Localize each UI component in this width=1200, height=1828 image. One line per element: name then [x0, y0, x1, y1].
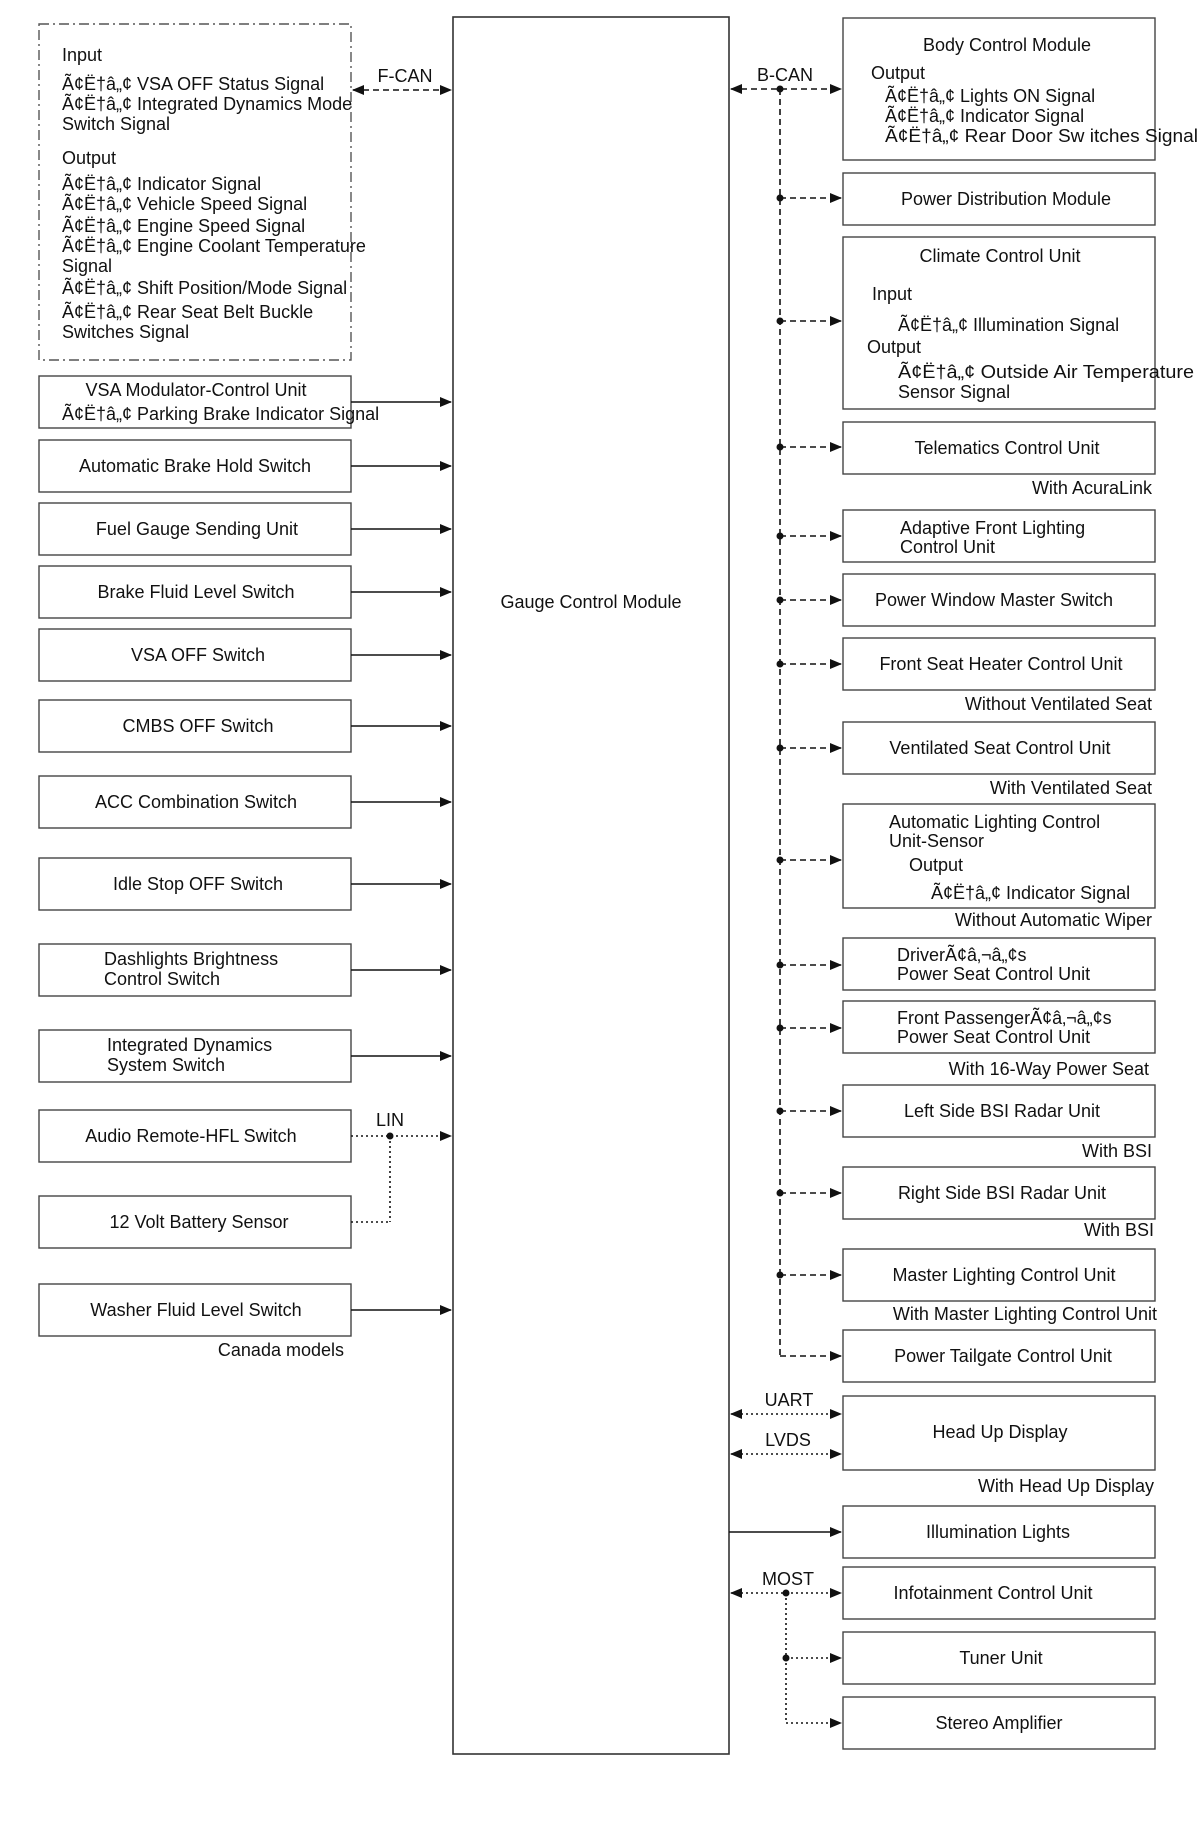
bcm-line: Ã¢Ë†â„¢ Indicator Signal	[885, 106, 1085, 126]
integrated-dynamics-label: System Switch	[107, 1055, 226, 1075]
bcm-title: Body Control Module	[922, 35, 1092, 55]
passenger-seat-label: Power Seat Control Unit	[897, 1027, 1091, 1047]
most-label: MOST	[762, 1569, 814, 1589]
fcan-box-line: Input	[62, 45, 103, 65]
with-ventilated-note: With Ventilated Seat	[989, 778, 1152, 798]
without-wiper-note: Without Automatic Wiper	[954, 910, 1152, 930]
hud-label: Head Up Display	[932, 1422, 1068, 1442]
driver-seat-label: DriverÃ¢â‚¬â„¢s	[897, 945, 1027, 965]
auto-brake-hold-switch-label: Automatic Brake Hold Switch	[78, 456, 312, 476]
brake-fluid-switch-label: Brake Fluid Level Switch	[97, 582, 295, 602]
afl-label: Control Unit	[900, 537, 996, 557]
gauge-control-module-box	[453, 17, 729, 1754]
fcan-box-line: Ã¢Ë†â„¢ Rear Seat Belt Buckle	[62, 302, 314, 322]
seat-heater-label: Front Seat Heater Control Unit	[879, 654, 1123, 674]
tuner-label: Tuner Unit	[959, 1648, 1043, 1668]
without-ventilated-note: Without Ventilated Seat	[964, 694, 1152, 714]
alc-output-label: Output	[909, 855, 964, 875]
climate-title: Climate Control Unit	[919, 246, 1081, 266]
fcan-label: F-CAN	[377, 66, 433, 86]
fcan-box-line: Signal	[62, 256, 113, 276]
bcm-output-label: Output	[871, 63, 926, 83]
bcm-line: Ã¢Ë†â„¢ Lights ON Signal	[885, 86, 1096, 106]
hud-links	[731, 1390, 841, 1454]
lin-bus	[351, 1110, 451, 1222]
fcan-box-line: Output	[62, 148, 117, 168]
alc-title: Unit-Sensor	[889, 831, 985, 851]
master-light-note: With Master Lighting Control Unit	[892, 1304, 1157, 1324]
climate-input-line: Ã¢Ë†â„¢ Illumination Signal	[898, 315, 1120, 335]
vsa-modulator-line: Ã¢Ë†â„¢ Parking Brake Indicator Signal	[62, 404, 380, 424]
uart-label: UART	[764, 1390, 814, 1410]
bcan-junction	[777, 86, 784, 93]
washer-fluid-switch-label: Washer Fluid Level Switch	[90, 1300, 302, 1320]
16way-note: With 16-Way Power Seat	[948, 1059, 1149, 1079]
lvds-label: LVDS	[765, 1430, 811, 1450]
idle-stop-off-switch-label: Idle Stop OFF Switch	[112, 874, 284, 894]
climate-output-line: Ã¢Ë†â„¢ Outside Air Temperature	[898, 362, 1167, 382]
afl-label: Adaptive Front Lighting	[900, 518, 1086, 538]
dashlights-brightness-label: Dashlights Brightness	[104, 949, 279, 969]
passenger-seat-label: Front PassengerÃ¢â‚¬â„¢s	[897, 1008, 1112, 1028]
tailgate-label: Power Tailgate Control Unit	[894, 1346, 1112, 1366]
vsa-modulator-title: VSA Modulator-Control Unit	[85, 380, 307, 400]
vent-seat-label: Ventilated Seat Control Unit	[889, 738, 1111, 758]
left-bsi-label: Left Side BSI Radar Unit	[903, 1101, 1101, 1121]
vsa-off-switch-label: VSA OFF Switch	[130, 645, 266, 665]
bcm-line: Ã¢Ë†â„¢ Rear Door Sw itches Signal	[885, 126, 1181, 146]
battery-sensor-label: 12 Volt Battery Sensor	[109, 1212, 289, 1232]
most-junction	[783, 1590, 790, 1597]
infotainment-label: Infotainment Control Unit	[893, 1583, 1093, 1603]
fcan-box-line: Ã¢Ë†â„¢ Shift Position/Mode Signal	[62, 278, 348, 298]
alc-title: Automatic Lighting Control	[889, 812, 1101, 832]
most-bus	[731, 1569, 841, 1723]
climate-output-label: Output	[867, 337, 922, 357]
stereo-label: Stereo Amplifier	[935, 1713, 1063, 1733]
cmbs-off-switch-label: CMBS OFF Switch	[122, 716, 274, 736]
dashlights-brightness-label: Control Switch	[104, 969, 221, 989]
most-junction	[783, 1655, 790, 1662]
fcan-box-line: Switch Signal	[62, 114, 171, 134]
audio-remote-switch-label: Audio Remote-HFL Switch	[85, 1126, 297, 1146]
pdm-label: Power Distribution Module	[900, 189, 1112, 209]
master-light-label: Master Lighting Control Unit	[892, 1265, 1116, 1285]
bcan-branches	[780, 198, 841, 1356]
bsi-note: With BSI	[1083, 1220, 1154, 1240]
telematics-label: Telematics Control Unit	[914, 438, 1100, 458]
canada-models-note: Canada models	[217, 1340, 344, 1360]
bcan-bus	[731, 65, 841, 1356]
climate-output-line: Sensor Signal	[898, 382, 1011, 402]
acuralink-note: With AcuraLink	[1031, 478, 1152, 498]
alc-line: Ã¢Ë†â„¢ Indicator Signal	[931, 883, 1131, 903]
bsi-note: With BSI	[1081, 1141, 1152, 1161]
acc-combination-switch-label: ACC Combination Switch	[94, 792, 298, 812]
right-bsi-label: Right Side BSI Radar Unit	[897, 1183, 1107, 1203]
gauge-control-module-label: Gauge Control Module	[500, 592, 682, 612]
integrated-dynamics-label: Integrated Dynamics	[107, 1035, 273, 1055]
fuel-gauge-unit-label: Fuel Gauge Sending Unit	[95, 519, 299, 539]
pwms-label: Power Window Master Switch	[874, 590, 1114, 610]
driver-seat-label: Power Seat Control Unit	[897, 964, 1091, 984]
fcan-box-line: Ã¢Ë†â„¢ VSA OFF Status Signal	[62, 74, 325, 94]
fcan-box-line: Ã¢Ë†â„¢ Engine Coolant Temperature	[62, 236, 366, 256]
lin-label: LIN	[375, 1110, 405, 1130]
fcan-box-line: Switches Signal	[62, 322, 190, 342]
fcan-box-line: Ã¢Ë†â„¢ Vehicle Speed Signal	[62, 194, 308, 214]
fcan-box-line: Ã¢Ë†â„¢ Integrated Dynamics Mode	[62, 94, 353, 114]
climate-input-label: Input	[872, 284, 913, 304]
fcan-box-line: Ã¢Ë†â„¢ Engine Speed Signal	[62, 216, 306, 236]
fcan-box-line: Ã¢Ë†â„¢ Indicator Signal	[62, 174, 262, 194]
hud-note: With Head Up Display	[977, 1476, 1154, 1496]
lin-junction	[387, 1133, 394, 1140]
bcan-label: B-CAN	[756, 65, 814, 85]
illum-label: Illumination Lights	[925, 1522, 1071, 1542]
